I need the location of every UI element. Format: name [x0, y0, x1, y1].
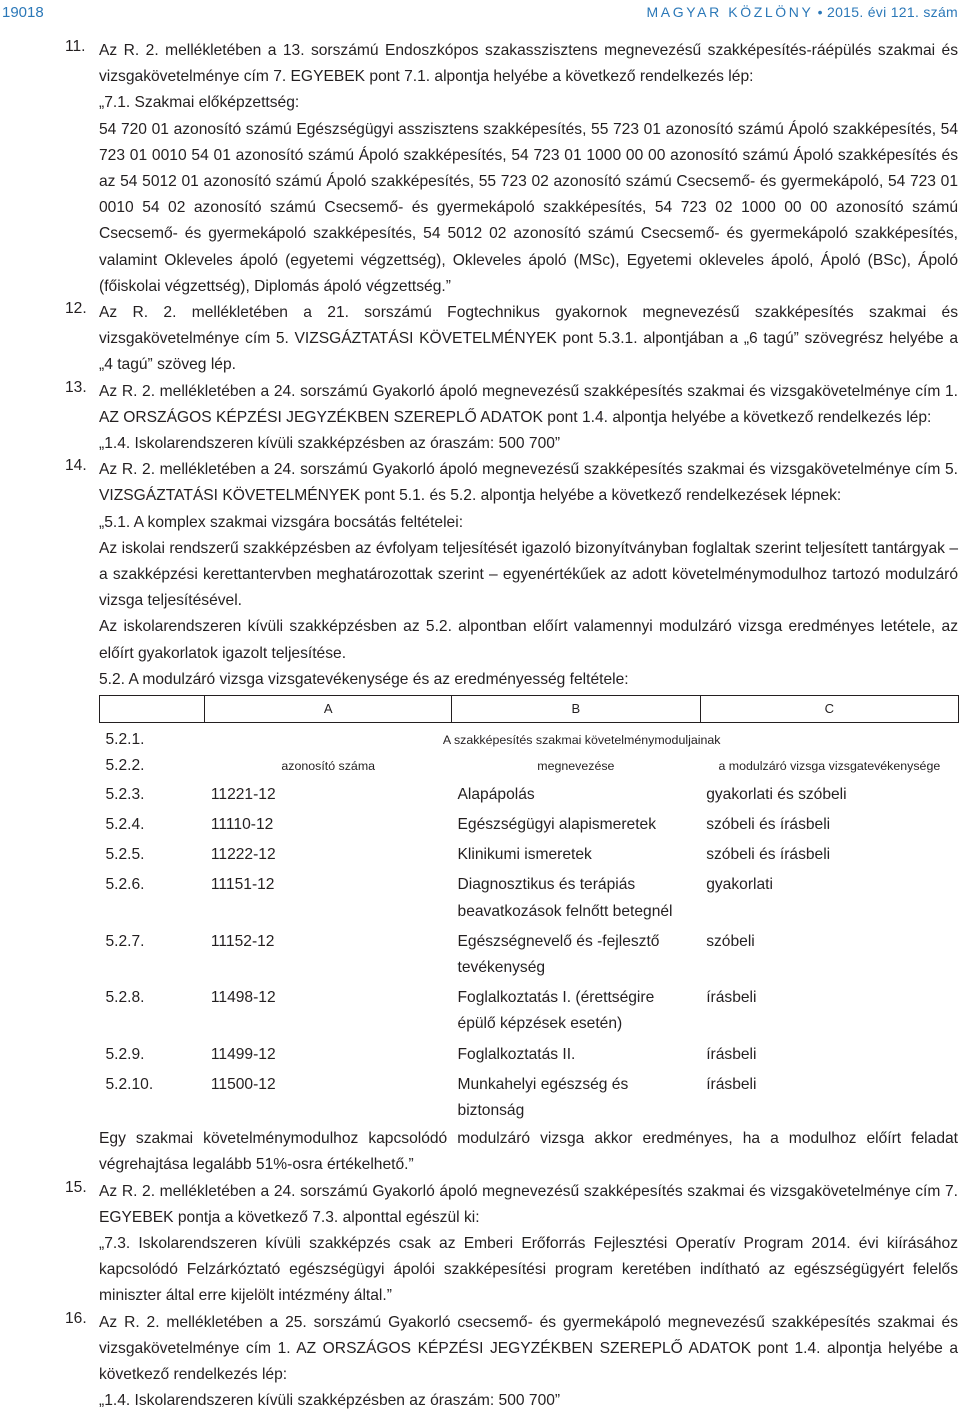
- table-row: [100, 983, 959, 1039]
- column-header-a: A: [205, 696, 452, 723]
- row-id: 5.2.4.: [105, 815, 145, 833]
- running-header: [647, 4, 958, 20]
- table-row: [100, 753, 959, 779]
- subheader-b: megnevezése: [537, 759, 615, 774]
- section-number: 15.: [65, 1178, 87, 1196]
- module-name: Munkahelyi egészség és biztonság: [457, 1075, 629, 1119]
- table-row: [100, 840, 959, 870]
- document-body: [65, 38, 958, 1414]
- quoted-paragraph: Az iskolarendszeren kívüli szakképzésben az 5.2. alpontban előírt valamennyi modulzáró vizsga eredményes letétele, az előírt gyakorlatok igazolt teljesítése.: [99, 618, 958, 662]
- table-row: [100, 810, 959, 840]
- exam-type: írásbeli: [706, 989, 757, 1007]
- subheader-c: a modulzáró vizsga vizsgatevékenysége: [718, 759, 941, 774]
- section-number: 12.: [65, 300, 87, 318]
- exam-type: gyakorlati: [706, 876, 773, 894]
- section-number: 16.: [65, 1309, 87, 1327]
- column-header-b: B: [452, 696, 701, 723]
- row-id: 5.2.1.: [105, 731, 145, 749]
- module-name: Foglalkoztatás I. (érettségire épülő képzések esetén): [457, 989, 655, 1033]
- quoted-paragraph: Az iskolai rendszerű szakképzésben az évfolyam teljesítését igazoló bizonyítványban foglaltak szerint teljesített tantárgyak – a szakképzési kerettantervben meghatározottak szerint – egyenértékűek az adott követelménymodulhoz tartozó modulzáró vizsga teljesítésével.: [99, 539, 958, 610]
- module-code: 11110-12: [210, 815, 274, 833]
- section-number: 11.: [65, 38, 86, 55]
- quoted-paragraph: Egy szakmai követelménymodulhoz kapcsolódó modulzáró vizsga akkor eredményes, ha a modulhoz előírt feladat végrehajtása legalább 51%-osra értékelhető.”: [99, 1130, 958, 1174]
- row-id: 5.2.6.: [105, 876, 145, 894]
- exam-type: írásbeli: [706, 1075, 757, 1093]
- quoted-paragraph: 54 720 01 azonosító számú Egészségügyi asszisztens szakképesítés, 55 723 01 azonosító számú Ápoló szakképesítés, 54 723 01 0010 54 01 azonosító számú Ápoló szakképesítés, 54 723 01 1000 00 00 azonosító számú Ápoló szakképesítés és az 54 5012 01 azonosító számú Ápoló szakképesítés, 55 723 02 azonosító számú Csecsemő- és gyermekápoló, 54 723 01 0010 54 02 azonosító számú Csecsemő- és gyermekápoló szakképesítés, 54 723 02 1000 00 00 azonosító számú Csecsemő- és gyermekápoló szakképesítés, 54 5012 02 azonosító számú Csecsemő- és gyermekápoló szakképesítés, valamint Okleveles ápoló (egyetemi végzettség), Okleveles ápoló (MSc), Egyetemi okleveles ápoló, Ápoló (BSc), Ápoló (főiskolai végzettség), Diplomás ápoló végzettség.”: [99, 120, 958, 295]
- section-text: Az R. 2. mellékletében a 13. sorszámú Endoszkópos szakasszisztens megnevezésű szakképesítés-ráépülés szakmai és vizsgakövetelménye cím 7. EGYEBEK pont 7.1. alpontja helyébe a következő rendelkezés lép:: [99, 42, 958, 86]
- issue-number: 2015. évi 121. szám: [827, 4, 958, 20]
- row-id: 5.2.9.: [105, 1045, 145, 1063]
- module-name: Alapápolás: [457, 785, 535, 803]
- module-exam-table: [99, 695, 959, 1126]
- table-row: [100, 1070, 959, 1126]
- table-row: [100, 723, 959, 754]
- row-id: 5.2.3.: [105, 785, 145, 803]
- quoted-paragraph: „1.4. Iskolarendszeren kívüli szakképzésben az óraszám: 500 700”: [99, 435, 561, 453]
- module-name: Foglalkoztatás II.: [457, 1045, 576, 1063]
- table-corner-cell: [100, 696, 205, 723]
- exam-type: szóbeli és írásbeli: [706, 815, 831, 833]
- module-code: 11500-12: [210, 1075, 276, 1093]
- row-id: 5.2.2.: [105, 757, 145, 775]
- merged-header-cell: A szakképesítés szakmai követelménymoduljainak: [442, 733, 721, 748]
- section-15: [65, 1179, 958, 1310]
- section-number: 13.: [65, 378, 87, 396]
- row-id: 5.2.7.: [105, 932, 145, 950]
- page-number: 19018: [2, 4, 44, 21]
- module-name: Klinikumi ismeretek: [457, 846, 592, 864]
- table-row: [100, 780, 959, 810]
- module-name: Egészségnevelő és -fejlesztő tevékenység: [457, 932, 660, 976]
- quoted-paragraph: „1.4. Iskolarendszeren kívüli szakképzésben az óraszám: 500 700”: [99, 1392, 561, 1410]
- journal-title: MAGYAR KÖZLÖNY: [646, 4, 814, 20]
- subheader-a: azonosító száma: [281, 759, 376, 774]
- exam-type: szóbeli: [706, 932, 755, 950]
- page-header: [0, 0, 960, 30]
- module-code: 11222-12: [210, 846, 276, 864]
- exam-type: írásbeli: [706, 1045, 757, 1063]
- section-12: [65, 300, 958, 379]
- section-16: [65, 1310, 958, 1415]
- module-code: 11498-12: [210, 989, 276, 1007]
- module-name: Diagnosztikus és terápiás beavatkozások felnőtt betegnél: [457, 876, 673, 920]
- module-code: 11151-12: [210, 876, 275, 894]
- module-code: 11152-12: [210, 932, 275, 950]
- table-row: [100, 870, 959, 926]
- section-14: [65, 457, 958, 1178]
- column-header-c: C: [700, 696, 958, 723]
- section-11: [65, 38, 958, 300]
- section-text: Az R. 2. mellékletében a 24. sorszámú Gyakorló ápoló megnevezésű szakképesítés szakmai és vizsgakövetelménye cím 1. AZ ORSZÁGOS KÉPZÉSI JEGYZÉKBEN SZEREPLŐ ADATOK pont 1.4. alpontja helyébe a következő rendelkezés lép:: [99, 382, 958, 426]
- module-code: 11221-12: [210, 785, 276, 803]
- table-row: [100, 927, 959, 983]
- section-text: Az R. 2. mellékletében a 24. sorszámú Gyakorló ápoló megnevezésű szakképesítés szakmai és vizsgakövetelménye cím 5. VIZSGÁZTATÁSI KÖVETELMÉNYEK pont 5.1. és 5.2. alpontja helyébe a következő rendelkezések lépnek:: [99, 461, 958, 505]
- row-id: 5.2.8.: [105, 989, 145, 1007]
- quoted-heading: „7.1. Szakmai előképzettség:: [99, 94, 300, 112]
- row-id: 5.2.5.: [105, 846, 145, 864]
- module-code: 11499-12: [210, 1045, 276, 1063]
- exam-type: szóbeli és írásbeli: [706, 846, 831, 864]
- section-13: [65, 379, 958, 458]
- quoted-heading: 5.2. A modulzáró vizsga vizsgatevékenysége és az eredményesség feltétele:: [99, 670, 629, 688]
- section-text: Az R. 2. mellékletében a 24. sorszámú Gyakorló ápoló megnevezésű szakképesítés szakmai és vizsgakövetelménye cím 7. EGYEBEK pontja a következő 7.3. alponttal egészül ki:: [99, 1182, 958, 1226]
- section-number: 14.: [65, 457, 87, 475]
- module-name: Egészségügyi alapismeretek: [457, 815, 657, 833]
- row-id: 5.2.10.: [105, 1075, 154, 1093]
- section-text: Az R. 2. mellékletében a 21. sorszámú Fogtechnikus gyakornok megnevezésű szakképesítés szakmai és vizsgakövetelménye cím 5. VIZSGÁZTATÁSI KÖVETELMÉNYEK pont 5.3.1. alpontjában a „6 tagú” szövegrész helyébe a „4 tagú” szöveg lép.: [99, 304, 958, 374]
- exam-type: gyakorlati és szóbeli: [706, 785, 847, 803]
- quoted-heading: „5.1. A komplex szakmai vizsgára bocsátás feltételei:: [99, 513, 464, 531]
- table-row: [100, 1040, 959, 1070]
- quoted-paragraph: „7.3. Iskolarendszeren kívüli szakképzés csak az Emberi Erőforrás Fejlesztési Operatív Program 2014. évi kiírásához kapcsolódó Felzárkóztató egészségügyi ápolói szakképesítési program keretében indítható az egészségügyért felelős miniszter által erre kijelölt intézmény által.”: [99, 1234, 958, 1305]
- section-text: Az R. 2. mellékletében a 25. sorszámú Gyakorló csecsemő- és gyermekápoló megnevezésű szakképesítés szakmai és vizsgakövetelménye cím 1. AZ ORSZÁGOS KÉPZÉSI JEGYZÉKBEN SZEREPLŐ ADATOK pont 1.4. alpontja helyébe a következő rendelkezés lép:: [99, 1313, 958, 1383]
- header-bullet: •: [817, 4, 823, 20]
- table-header-row: [100, 696, 959, 723]
